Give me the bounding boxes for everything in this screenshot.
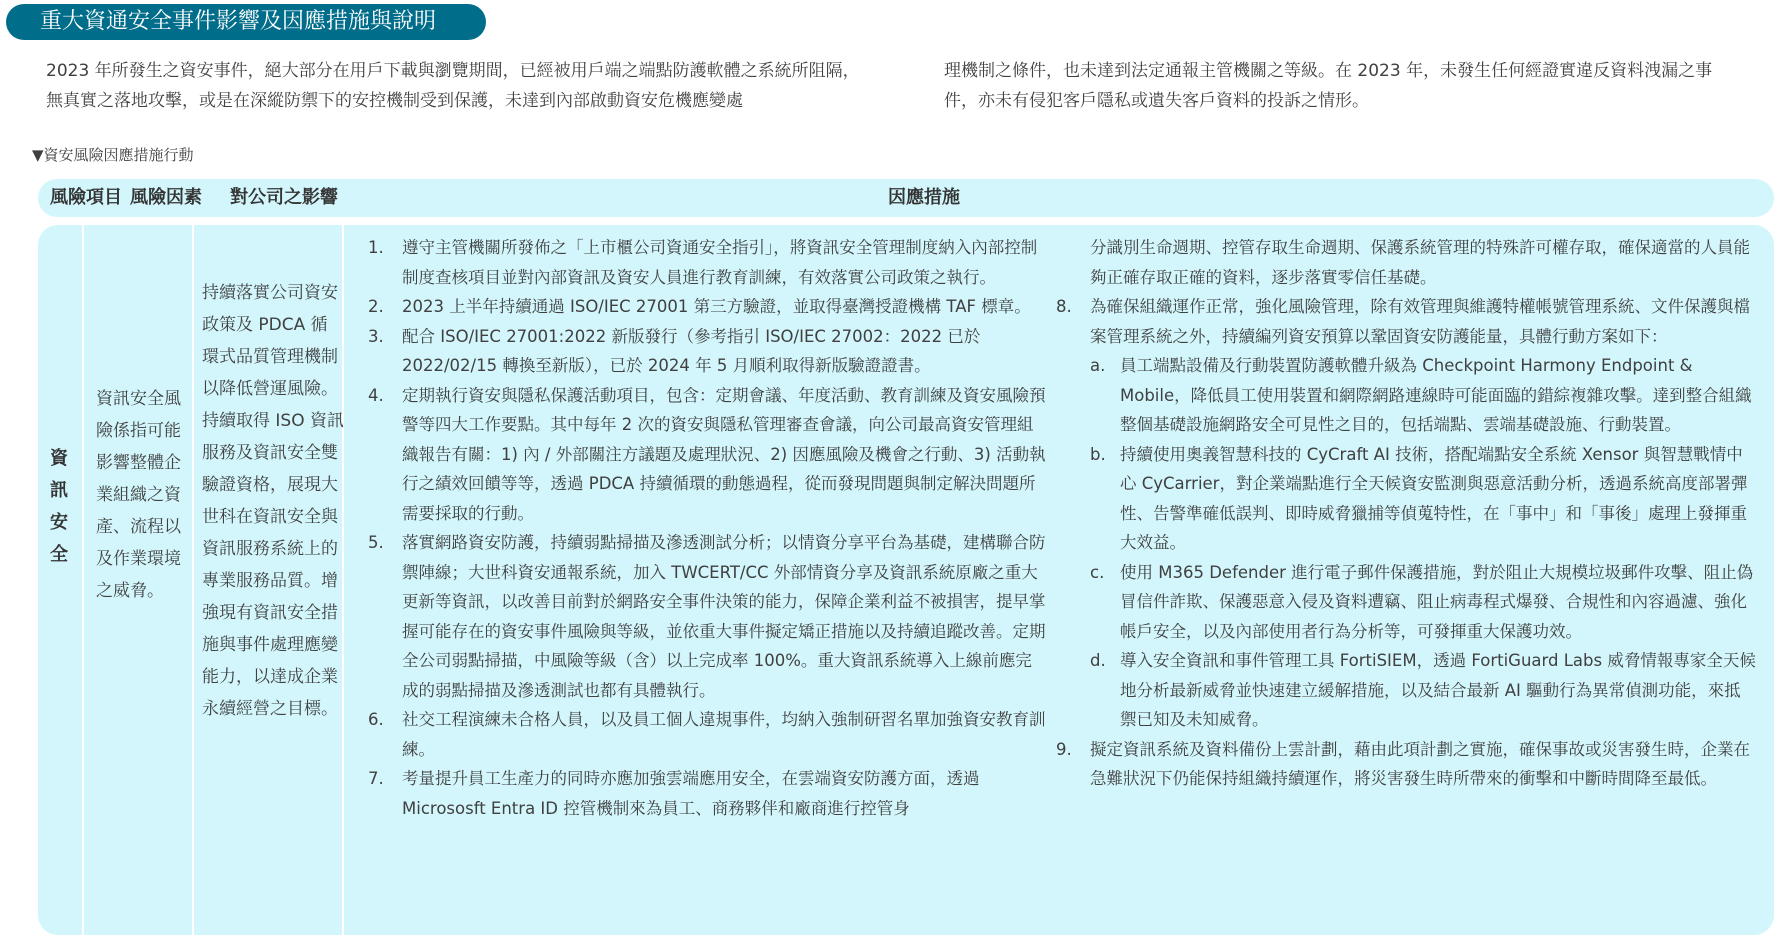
- risk-factor-cell: 資訊安全風險係指可能影響整體企業組織之資產、流程以及作業環境之威脅。: [96, 389, 181, 601]
- measure-sub-c: c. 使用 M365 Defender 進行電子郵件保護措施，對於阻止大規模垃圾郵件攻擊、阻止偽冒信件詐欺、保護惡意入侵及資料遭竊、阻止病毒程式爆發、合規性和內容過濾、強化帳戶安全，以及內部使用者行為分析等，可發揮重大保護功效。: [1090, 562, 1754, 641]
- measure-item-4: 4. 定期執行資安與隱私保護活動項目，包含：定期會議、年度活動、教育訓練及資安風險預警等四大工作要點。其中每年 2 次的資安與隱私管理審查會議，向公司最高資安管理組織報告有關：1) 內 / 外部關注方議題及處理狀況、2) 因應風險及機會之行動、3) 活動執行之績效回饋等等，透過 PDCA 持續循環的動態過程，從而發現問題與制定解決問題所需要採取的行動。: [368, 385, 1046, 523]
- measure-item-3: 3. 配合 ISO/IEC 27001:2022 新版發行（參考指引 ISO/IEC 27002：2022 已於 2022/02/15 轉換至新版），已於 2024 年 5 月順利取得新版驗證證書。: [368, 326, 981, 375]
- measure-item-9: 9. 擬定資訊系統及資料備份上雲計劃，藉由此項計劃之實施，確保事故或災害發生時，企業在急難狀況下仍能保持組織持續運作，將災害發生時所帶來的衝擊和中斷時間降至最低。: [1056, 739, 1750, 788]
- measure-item-7-continued: 分識別生命週期、控管存取生命週期、保護系統管理的特殊許可權存取，確保適當的人員能夠正確存取正確的資料，逐步落實零信任基礎。: [1090, 238, 1750, 287]
- measure-item-7: 7. 考量提升員工生產力的同時亦應加強雲端應用安全，在雲端資安防護方面，透過 Micrososft Entra ID 控管機制來為員工、商務夥伴和廠商進行控管身: [368, 769, 980, 818]
- measure-item-2: 2. 2023 上半年持續通過 ISO/IEC 27001 第三方驗證，並取得臺灣授證機構 TAF 標章。: [368, 297, 1031, 316]
- header-risk-item: 風險項目: [50, 187, 122, 208]
- header-impact: 對公司之影響: [230, 187, 338, 208]
- impact-cell: 持續落實公司資安政策及 PDCA 循環式品質管理機制以降低營運風險。持續取得 ISO 資訊服務及資訊安全雙驗證資格，展現大世科在資訊安全與資訊服務系統上的專業服務品質。增強現有資訊安全措施與事件處理應變能力，以達成企業永續經營之目標。: [202, 283, 344, 719]
- measure-sub-b: b. 持續使用奧義智慧科技的 CyCraft AI 技術，搭配端點安全系統 Xensor 與智慧戰情中心 CyCarrier，對企業端點進行全天候資安監測與惡意活動分析，透過系統高度部署彈性、告警準確低誤判、即時威脅獵捕等偵蒐特性，在「事中」和「事後」處理上發揮重大效益。: [1090, 444, 1748, 552]
- column-divider: [82, 225, 84, 935]
- measure-sub-a: a. 員工端點設備及行動裝置防護軟體升級為 Checkpoint Harmony Endpoint & Mobile，降低員工使用裝置和網際網路連線時可能面臨的錯綜複雜攻擊。達到整合組織整個基礎設施網路安全可見性之目的，包括端點、雲端基礎設施、行動裝置。: [1090, 356, 1752, 434]
- measures-column-left: [368, 233, 1048, 823]
- page-title: 重大資通安全事件影響及因應措施與說明: [6, 4, 486, 40]
- measure-sub-d: d. 導入安全資訊和事件管理工具 FortiSIEM，透過 FortiGuard Labs 威脅情報專家全天候地分析最新威脅並快速建立緩解措施，以及結合最新 AI 驅動行為異常偵測功能，來抵禦已知及未知威脅。: [1090, 651, 1756, 729]
- measure-item-6: 6. 社交工程演練未合格人員，以及員工個人違規事件，均納入強制研習名單加強資安教育訓練。: [368, 710, 1046, 759]
- column-divider: [192, 225, 194, 935]
- table-body: [38, 225, 1774, 935]
- header-measures: 因應措施: [888, 187, 960, 208]
- intro-paragraph-right: 理機制之條件，也未達到法定通報主管機關之等級。在 2023 年，未發生任何經證實違反資料洩漏之事件，亦未有侵犯客戶隱私或遺失客戶資料的投訴之情形。: [944, 61, 1713, 111]
- measure-item-8: 8. 為確保組織運作正常，強化風險管理，除有效管理與維護特權帳號管理系統、文件保護與檔案管理系統之外，持續編列資安預算以鞏固資安防護能量，具體行動方案如下： a. 員工端點設備及行動裝置防護軟體升級為 Checkpoint Harmony Endpoint & Mobile，降低員工使用裝置和網際網路連線時可能面臨的錯綜複雜攻擊。達到整合組織整個基礎設施網路安全可見性之目的，包括端點、雲端基礎設施、行動裝置。 b. 持續使用奧義智慧科技的 CyCraft AI 技術，搭配端點安全系統 Xensor 與智慧戰情中心 CyCarrier，對企業端點進行全天候資安監測與惡意活動分析，透過系統高度部署彈性、告警準確低誤判、即時威脅獵捕等偵蒐特性，在「事中」和「事後」處理上發揮重大效益。 c. 使用 M365 Defender 進行電子郵件保護措施，對於阻止大規模垃圾郵件攻擊、阻止偽冒信件詐欺、保護惡意入侵及資料遭竊、阻止病毒程式爆發、合規性和內容過濾、強化帳戶安全，以及內部使用者行為分析等，可發揮重大保護功效。 d. 導入安全資訊和事件管理工具 FortiSIEM，透過 FortiGuard Labs 威脅情報專家全天候地分析最新威脅並快速建立緩解措施，以及結合最新 AI 驅動行為異常偵測功能，來抵禦已知及未知威脅。: [1056, 292, 1756, 735]
- measures-column-right: [1056, 233, 1756, 794]
- measure-item-1: 1. 遵守主管機關所發佈之「上市櫃公司資通安全指引」，將資訊安全管理制度納入內部控制制度查核項目並對內部資訊及資安人員進行教育訓練，有效落實公司政策之執行。: [368, 238, 1038, 287]
- intro-paragraph-left: 2023 年所發生之資安事件，絕大部分在用戶下載與瀏覽期間，已經被用戶端之端點防護軟體之系統所阻隔，無真實之落地攻擊，或是在深縱防禦下的安控機制受到保護，未達到內部啟動資安危機應變處: [46, 61, 860, 111]
- header-risk-factor: 風險因素: [130, 187, 202, 208]
- table-header: [38, 179, 1774, 217]
- section-label: ▼資安風險因應措施行動: [32, 146, 194, 164]
- measure-item-5: 5. 落實網路資安防護，持續弱點掃描及滲透測試分析；以情資分享平台為基礎，建構聯合防禦陣線；大世科資安通報系統，加入 TWCERT/CC 外部情資分享及資訊系統原廠之重大更新等資訊，以改善目前對於網路安全事件決策的能力，保障企業利益不被損害，提早掌握可能存在的資安事件風險與等級，並依重大事件擬定矯正措施以及持續追蹤改善。定期全公司弱點掃描，中風險等級（含）以上完成率 100%。重大資訊系統導入上線前應完成的弱點掃描及滲透測試也都有具體執行。: [368, 533, 1046, 700]
- risk-item-cell: 資 訊 安 全: [50, 448, 68, 565]
